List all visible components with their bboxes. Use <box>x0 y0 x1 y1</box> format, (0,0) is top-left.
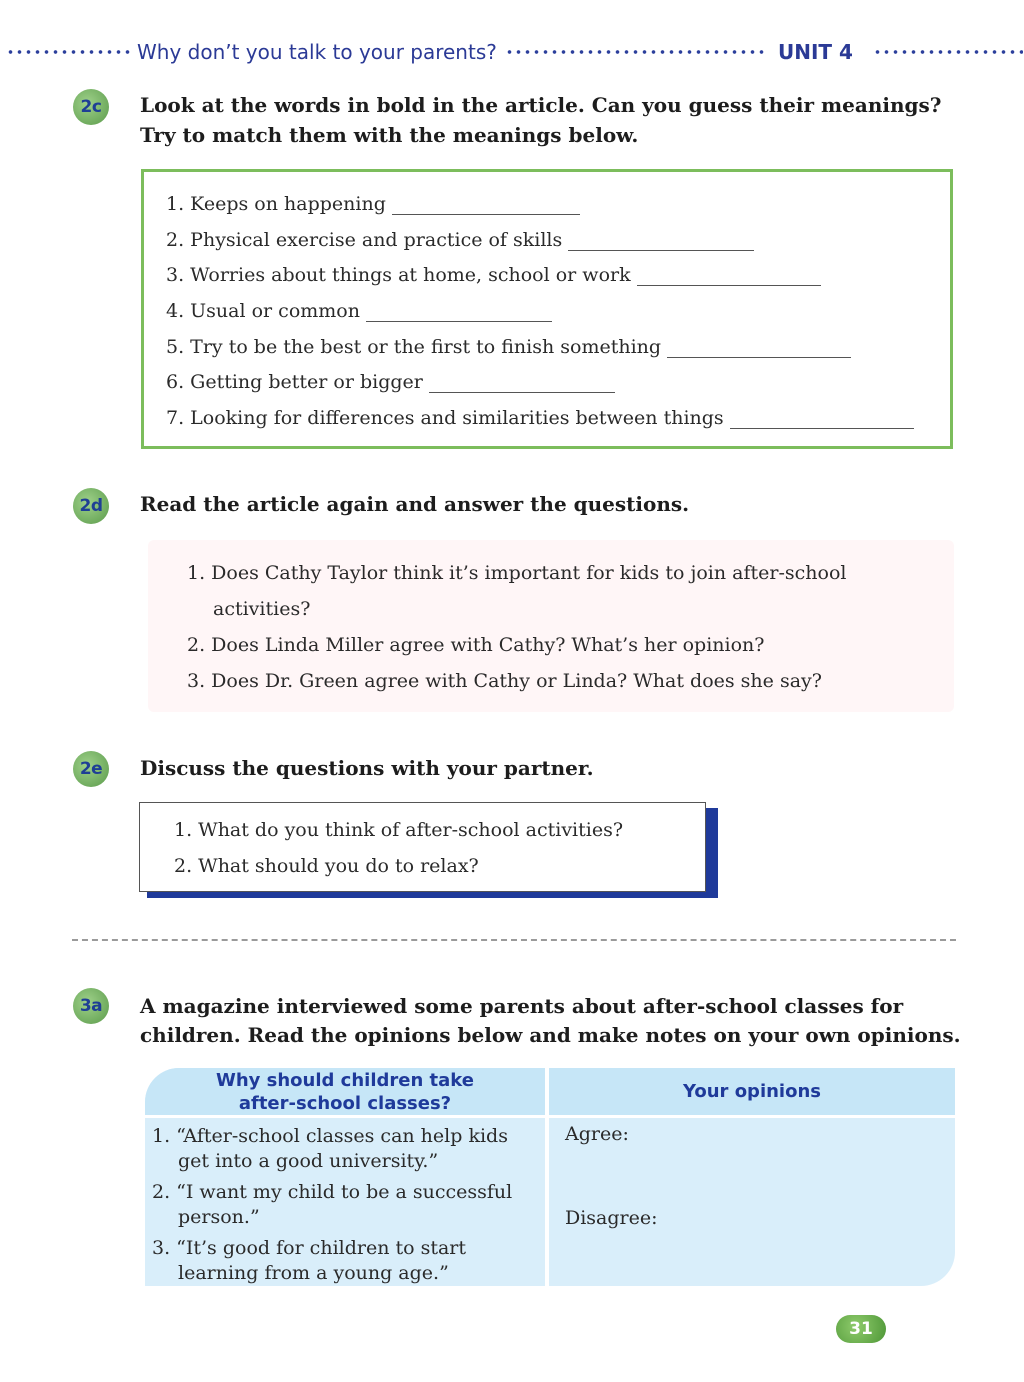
opinion-row-2-line1: 2. “I want my child to be a successful <box>152 1181 513 1203</box>
column-header-reasons: Why should children take after-school classes? <box>215 1070 475 1114</box>
matching-box <box>141 169 953 449</box>
instruction-2c-line1: Look at the words in bold in the article. Can you guess their meanings? <box>140 93 942 117</box>
question-2d-1-line2: activities? <box>213 598 311 620</box>
question-2d-3: 3. Does Dr. Green agree with Cathy or Linda? What does she say? <box>187 670 822 692</box>
discussion-question-2: 2. What should you do to relax? <box>174 855 479 877</box>
matching-item: 5. Try to be the best or the first to finish something <box>166 336 851 358</box>
instruction-2c-line2: Try to match them with the meanings below. <box>140 123 639 147</box>
answer-blank[interactable] <box>730 408 914 429</box>
question-2d-1-line1: 1. Does Cathy Taylor think it’s important for kids to join after-school <box>187 562 847 584</box>
opinion-row-2-line2: person.” <box>178 1206 260 1228</box>
answer-blank[interactable] <box>667 337 851 358</box>
opinion-row-3-line2: learning from a young age.” <box>178 1262 449 1284</box>
unit-label: UNIT 4 <box>778 40 853 64</box>
header-dots-middle <box>505 48 767 56</box>
matching-item: 2. Physical exercise and practice of skills <box>166 229 754 251</box>
matching-item: 6. Getting better or bigger <box>166 371 615 393</box>
section-badge-2d: 2d <box>73 488 109 524</box>
instruction-2d: Read the article again and answer the questions. <box>140 492 690 516</box>
column-header-your-opinions: Your opinions <box>682 1081 821 1102</box>
section-badge-2e: 2e <box>73 751 109 787</box>
discussion-question-1: 1. What do you think of after-school activities? <box>174 819 624 841</box>
opinion-row-1-line1: 1. “After-school classes can help kids <box>152 1125 508 1147</box>
agree-label: Agree: <box>565 1123 629 1145</box>
section-badge-2c: 2c <box>73 89 109 125</box>
opinion-row-3-line1: 3. “It’s good for children to start <box>152 1237 467 1259</box>
answer-blank[interactable] <box>429 372 615 393</box>
matching-item: 4. Usual or common <box>166 300 552 322</box>
answer-blank[interactable] <box>637 265 821 286</box>
disagree-label: Disagree: <box>565 1207 658 1229</box>
discussion-box <box>139 802 706 892</box>
section-divider <box>72 939 956 941</box>
matching-item: 7. Looking for differences and similarities between things <box>166 407 914 429</box>
opinions-table <box>145 1068 955 1286</box>
answer-blank[interactable] <box>366 301 552 322</box>
section-badge-3a: 3a <box>73 988 109 1024</box>
answer-blank[interactable] <box>392 194 580 215</box>
matching-item: 1. Keeps on happening <box>166 193 580 215</box>
matching-item: 3. Worries about things at home, school or work <box>166 264 821 286</box>
header-dots-left <box>6 48 132 56</box>
question-2d-2: 2. Does Linda Miller agree with Cathy? What’s her opinion? <box>187 634 765 656</box>
instruction-3a-line1: A magazine interviewed some parents about after-school classes for <box>140 994 904 1018</box>
instruction-3a-line2: children. Read the opinions below and make notes on your own opinions. <box>140 1023 961 1047</box>
instruction-2e: Discuss the questions with your partner. <box>140 756 594 780</box>
page-number-badge: 31 <box>836 1315 886 1343</box>
running-header-title: Why don’t you talk to your parents? <box>137 40 497 64</box>
header-dots-right <box>873 48 1023 56</box>
answer-blank[interactable] <box>568 230 754 251</box>
opinion-row-1-line2: get into a good university.” <box>178 1150 439 1172</box>
table-header-divider <box>145 1115 955 1118</box>
